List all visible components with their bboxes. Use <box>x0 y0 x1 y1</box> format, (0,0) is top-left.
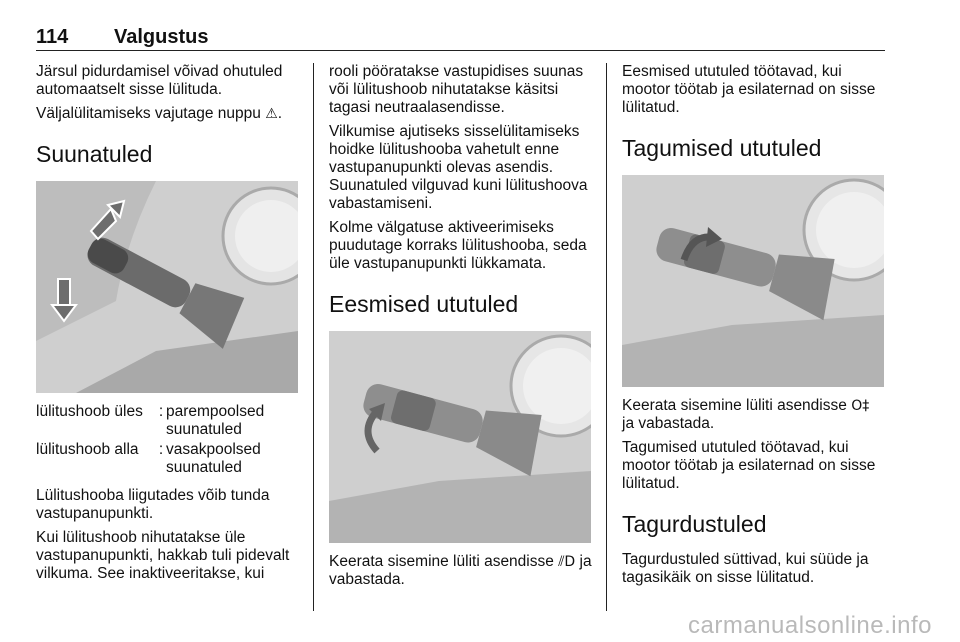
heading-suunatuled: Suunatuled <box>36 141 153 167</box>
column-2 <box>329 63 592 595</box>
hazard-warning-icon: ⚠ <box>265 106 278 122</box>
header-divider <box>36 50 885 51</box>
paragraph: Kui lülitushoob nihutatakse üle vastupanupunkti, hakkab tuli pidevalt vilkuma. See inaktiveeritakse, kui <box>36 529 290 582</box>
paragraph <box>329 553 592 589</box>
rear-fog-light-switch-illustration <box>622 175 884 387</box>
section-title: Valgustus <box>114 26 209 48</box>
definition-description: parempoolsed suunatuled <box>166 403 265 438</box>
column-divider <box>606 63 607 611</box>
punctuation: . <box>277 105 283 122</box>
definition-term: lülitushoob alla <box>36 441 139 458</box>
column-divider <box>313 63 314 611</box>
definition-separator: : <box>158 441 164 458</box>
definition-row <box>36 441 298 477</box>
definition-term: lülitushoob üles <box>36 403 143 420</box>
turn-signal-lever-illustration <box>36 181 298 393</box>
paragraph-text: Keerata sisemine lüliti asendisse <box>329 553 554 570</box>
paragraph-text: ja vabastada. <box>622 415 715 432</box>
paragraph: Tagumised ututuled töötavad, kui mootor töötab ja esilaternad on sisse lülitatud. <box>622 439 876 492</box>
paragraph: Kolme välgatuse aktiveerimiseks puudutage korraks lülitushooba, seda üle vastupanupunkti lükkamata. <box>329 219 587 272</box>
column-1 <box>36 63 298 589</box>
paragraph: rooli pööratakse vastupidises suunas või lülitushoob nihutatakse käsitsi tagasi neutraalasendisse. <box>329 63 584 116</box>
front-fog-light-switch-illustration <box>329 331 591 543</box>
paragraph: Eesmised ututuled töötavad, kui mootor töötab ja esilaternad on sisse lülitatud. <box>622 63 876 116</box>
paragraph: Lülitushooba liigutades võib tunda vastupanupunkti. <box>36 487 270 522</box>
heading-eesmised-udutuled: Eesmised ututuled <box>329 291 519 317</box>
definition-row <box>36 403 298 439</box>
paragraph-text: ja vabastada. <box>329 553 592 588</box>
definition-description: vasakpoolsed suunatuled <box>166 441 261 476</box>
paragraph: Tagurdustuled süttivad, kui süüde ja tagasikäik on sisse lülitatud. <box>622 551 869 586</box>
heading-tagumised-udutuled: Tagumised ututuled <box>622 135 822 161</box>
front-fog-light-icon: ⫽D <box>558 554 576 570</box>
paragraph-text: Väljalülitamiseks vajutage nuppu <box>36 105 261 122</box>
watermark: carmanualsonline.info <box>688 612 932 639</box>
page-number: 114 <box>36 26 69 48</box>
paragraph-text: Keerata sisemine lüliti asendisse <box>622 397 847 414</box>
definition-separator: : <box>158 403 164 420</box>
column-3 <box>622 63 885 593</box>
paragraph: Järsul pidurdamisel võivad ohutuled automaatselt sisse lülituda. <box>36 63 283 98</box>
paragraph <box>36 105 298 123</box>
paragraph <box>622 397 885 433</box>
heading-tagurdustuled: Tagurdustuled <box>622 511 767 537</box>
paragraph: Vilkumise ajutiseks sisselülitamiseks hoidke lülitushooba vahetult enne vastupanupunkti olevas asendis. Suunatuled vilguvad kuni lülitushoova vabastamiseni. <box>329 123 588 212</box>
page-header <box>36 26 885 50</box>
definition-list <box>36 403 298 477</box>
rear-fog-light-icon: O‡ <box>851 398 870 414</box>
